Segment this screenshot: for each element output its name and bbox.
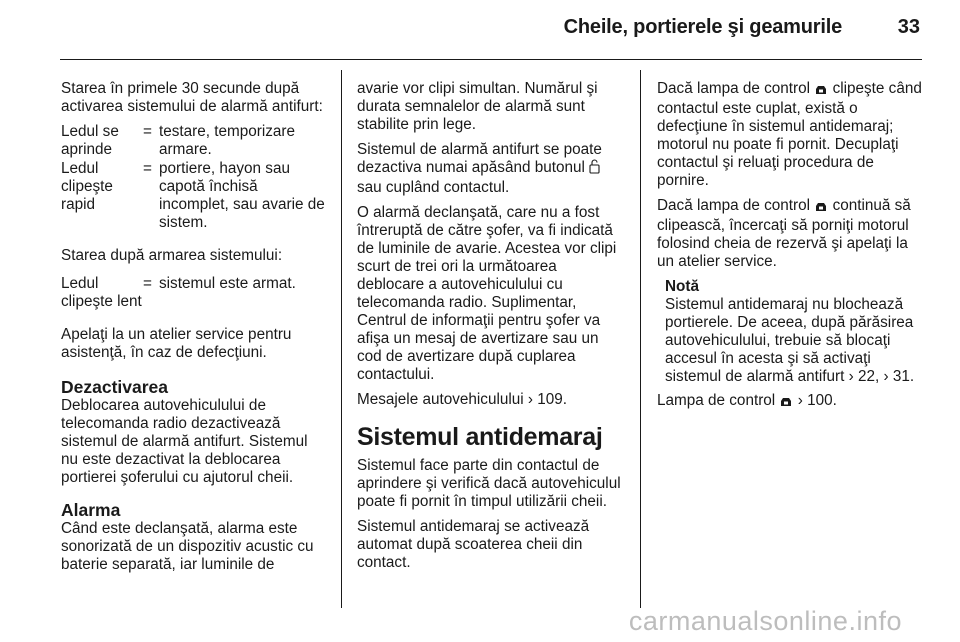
paragraph xyxy=(657,197,925,271)
text: Dacă lampa de control xyxy=(657,80,811,97)
heading-sistemul-antidemaraj: Sistemul antidemaraj xyxy=(357,423,603,451)
paragraph xyxy=(657,80,925,190)
note-text xyxy=(665,296,925,386)
note-title: Notă xyxy=(665,278,699,295)
text: Lampa de control xyxy=(657,392,776,409)
text: Mesajele autovehiculului xyxy=(357,391,524,408)
table-term: Ledul se aprinde xyxy=(61,123,119,158)
status-table-armed xyxy=(61,275,326,312)
page-ref-icon: › xyxy=(883,368,889,385)
immobilizer-warning-icon xyxy=(814,199,828,217)
paragraph: Starea în primele 30 secunde după activarea sistemului de alarmă antifurt: xyxy=(61,80,323,115)
paragraph: Sistemul face parte din contactul de aprindere şi verifică dacă autovehiculul poate fi pornit în timpul utilizării cheii. xyxy=(357,457,621,510)
unlock-button-icon xyxy=(589,159,600,179)
text: sau cuplând contactul. xyxy=(357,179,510,196)
page-ref-icon: › xyxy=(527,391,534,408)
paragraph: Deblocarea autovehiculului de telecomanda radio dezactivează sistemul de alarmă antifurt. Sistemul nu este dezactivat la deblocarea portierei şoferului cu ajutorul cheii. xyxy=(61,397,308,486)
text: Dacă lampa de control xyxy=(657,197,811,214)
paragraph: Sistemul antidemaraj se activează automat după scoaterea cheii din contact. xyxy=(357,518,590,571)
paragraph: avarie vor clipi simultan. Numărul şi durata semnalelor de alarmă sunt stabilite prin lege. xyxy=(357,80,598,133)
column-3 xyxy=(657,80,925,419)
immobilizer-warning-icon xyxy=(779,394,793,412)
paragraph: Apelaţi la un atelier service pentru asistenţă, în caz de defecţiuni. xyxy=(61,326,292,361)
heading-alarma: Alarma xyxy=(61,500,121,520)
page-ref: 100. xyxy=(807,392,837,409)
text: Sistemul antidemaraj nu blochează portierele. De aceea, după părăsirea autovehiculului, trebuie să blocaţi accesul în acesta şi să activaţi sistemul de alarmă antifurt xyxy=(665,296,914,385)
paragraph xyxy=(357,391,625,409)
column-1 xyxy=(61,80,326,581)
note-box xyxy=(665,278,925,386)
immobilizer-warning-icon xyxy=(814,82,828,100)
table-desc: sistemul este armat. xyxy=(159,275,296,292)
table-term: Ledul clipeşte lent xyxy=(61,275,142,310)
section-title: Cheile, portierele şi geamurile xyxy=(563,16,842,38)
paragraph: Când este declanşată, alarma este sonorizată de un dispozitiv acustic cu baterie separată, iar luminile de xyxy=(61,520,314,573)
text: Sistemul de alarmă antifurt se poate dezactiva numai apăsând butonul xyxy=(357,141,602,176)
paragraph xyxy=(357,141,625,197)
page-ref: 109. xyxy=(537,391,568,408)
paragraph: O alarmă declanşată, care nu a fost întreruptă de către şofer, va fi indicată de luminile de avarie. Acestea vor clipi scurt de trei ori la următoarea deblocare a autovehiculului cu telecomanda radio. Suplimentar, Centrul de informaţii pentru şofer va afişa un mesaj de avertizare sau un cod de avertizare după cuplarea contactului. xyxy=(357,204,617,383)
table-desc: portiere, hayon sau capotă închisă incomplet, sau avarie de sistem. xyxy=(159,160,325,231)
text: clipeşte când contactul este cuplat, există o defecţiune în sistemul antidemaraj; motorul nu poate fi pornit. Decuplaţi contactul şi reluaţi procedura de pornire. xyxy=(657,80,922,189)
page-ref: 22, xyxy=(858,368,880,385)
paragraph: Starea după armarea sistemului: xyxy=(61,247,283,264)
page-header xyxy=(0,0,960,60)
column-divider xyxy=(640,70,641,608)
column-divider xyxy=(341,70,342,608)
watermark: carmanualsonline.info xyxy=(628,606,902,636)
text: continuă să clipească, încercaţi să porniţi motorul folosind cheia de rezervă şi apelaţi la un atelier service. xyxy=(657,197,911,270)
page-ref: 31. xyxy=(892,368,915,385)
page-ref-icon: › xyxy=(797,392,803,409)
header-rule xyxy=(60,59,922,60)
table-equals: = xyxy=(143,123,152,140)
paragraph xyxy=(657,392,925,412)
table-equals: = xyxy=(143,275,152,292)
status-table-initial xyxy=(61,123,326,233)
table-equals: = xyxy=(143,160,152,177)
table-desc: testare, temporizare armare. xyxy=(159,123,296,158)
heading-dezactivarea: Dezactivarea xyxy=(61,377,169,397)
page-number: 33 xyxy=(897,16,920,38)
table-term: Ledul clipeşte rapid xyxy=(61,160,113,213)
column-2 xyxy=(357,80,625,579)
page-ref-icon: › xyxy=(848,368,854,385)
